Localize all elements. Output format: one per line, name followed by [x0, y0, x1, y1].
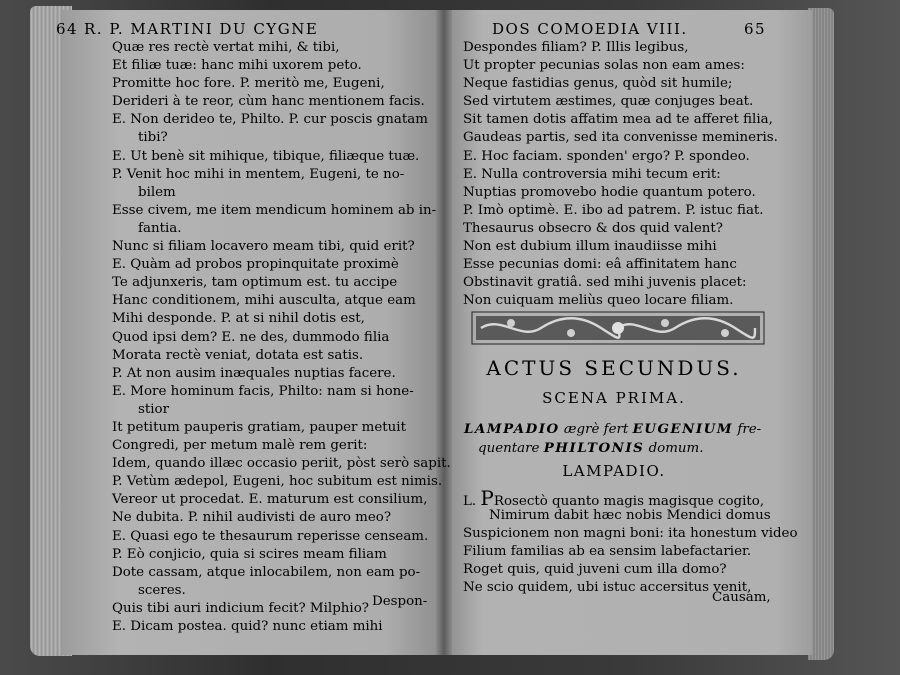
text-line: E. Non derideo te, Philto. P. cur poscis gnatam — [112, 112, 428, 128]
speaker-heading: LAMPADIO. — [562, 462, 666, 480]
text-line: Promitte hoc fore. P. meritò me, Eugeni, — [112, 76, 385, 92]
right-catchword: Causam, — [712, 590, 771, 605]
argument-name: EUGENIUM — [632, 421, 734, 437]
text-line: Quæ res rectè vertat mihi, & tibi, — [112, 40, 340, 55]
first-line-text: Rosectò quanto magis magisque cogito, — [493, 494, 765, 509]
text-line: E. Nulla controversia mihi tecum erit: — [463, 166, 721, 182]
text-line: Thesaurus obsecro & dos quid valent? — [463, 220, 723, 236]
text-line: E. Quàm ad probos propinquitate proximè — [112, 257, 399, 273]
argument-text: ægrè fert — [559, 422, 633, 437]
text-line: Quod ipsi dem? E. ne des, dummodo filia — [112, 329, 390, 345]
argument-text: quentare — [478, 441, 544, 456]
argument-text: domum. — [644, 441, 704, 456]
text-line: Gaudeas partis, sed ita convenisse memineris. — [463, 130, 778, 146]
text-line: Non est dubium illum inaudiisse mihi — [463, 239, 717, 255]
argument-name: PHILTONIS — [543, 440, 645, 456]
text-line: tibi? — [138, 130, 168, 146]
right-page-text — [463, 39, 778, 310]
argument-text: fre- — [733, 422, 762, 437]
scene-title: SCENA PRIMA. — [542, 389, 686, 407]
text-line: Mihi desponde. P. at si nihil dotis est, — [112, 311, 365, 327]
text-line: Quis tibi auri indicium fecit? Milphio? — [112, 600, 369, 616]
text-line: P. Eò conjicio, quia si scires meam filiam — [112, 546, 387, 562]
text-line: E. More hominum facis, Philto: nam si hone- — [112, 383, 414, 399]
text-line: E. Quasi ego te thesaurum reperisse censeam. — [112, 528, 429, 544]
right-running-head: DOS COMOEDIA VIII. — [492, 20, 688, 38]
text-line: P. At non ausim inæquales nuptias facere. — [112, 365, 396, 381]
text-line: Ut propter pecunias solas non eam ames: — [463, 58, 745, 74]
scene-argument — [464, 420, 774, 458]
text-line: Non cuiquam meliùs queo locare filiam. — [463, 293, 734, 309]
text-line: P. Imò optimè. E. ibo ad patrem. P. istuc fiat. — [463, 202, 764, 218]
text-line: P. Vetùm ædepol, Eugeni, hoc subitum est nimis. — [112, 474, 443, 490]
act-title: ACTUS SECUNDUS. — [486, 356, 742, 380]
text-line: Morata rectè veniat, dotata est satis. — [112, 347, 364, 363]
text-line: Suspicionem non magni boni: ita honestum video — [463, 526, 798, 542]
text-line: Derideri à te reor, cùm hanc mentionem facis. — [112, 94, 425, 110]
left-page-number: 64 — [56, 20, 79, 38]
text-line: Esse civem, me item mendicum hominem ab in- — [112, 202, 437, 218]
text-line: Et filiæ tuæ: hanc mihi uxorem peto. — [112, 58, 362, 74]
text-line: fantia. — [138, 220, 182, 236]
right-page-number: 65 — [744, 20, 767, 38]
text-line: Idem, quando illæc occasio periit, pòst serò sapit. — [112, 456, 451, 472]
text-line: Nunc si filiam locavero meam tibi, quid erit? — [112, 239, 415, 255]
text-line: Te adjunxeris, tam optimum est. tu accipe — [112, 275, 398, 291]
text-line: Vereor ut procedat. E. maturum est consilium, — [112, 492, 428, 508]
text-line: Obstinavit gratiâ. sed mihi juvenis placet: — [463, 275, 747, 291]
text-line: Nuptias promovebo hodie quantum potero. — [463, 184, 756, 200]
text-line: Congredi, per metum malè rem gerit: — [112, 438, 368, 454]
text-line: Nimirum dabit hæc nobis Mendici domus — [489, 508, 771, 524]
text-line: Sit tamen dotis affatim mea ad te afferet filia, — [463, 112, 773, 128]
text-line: Despondes filiam? P. Illis legibus, — [463, 40, 689, 55]
left-running-head: R. P. MARTINI DU CYGNE — [84, 20, 319, 38]
argument-name: LAMPADIO — [464, 421, 560, 437]
text-line: Neque fastidias genus, quòd sit humile; — [463, 76, 733, 92]
speaker-prefix: L. — [463, 494, 477, 509]
left-page-text — [112, 39, 451, 636]
floral-ornament-icon — [471, 311, 765, 345]
text-line: bilem — [138, 184, 176, 200]
text-line: Ne scio quidem, ubi istuc accersitus venit, — [463, 580, 752, 596]
text-line: Sed virtutem æstimes, quæ conjuges beat. — [463, 94, 754, 110]
left-catchword: Despon- — [372, 594, 428, 609]
text-line: Dote cassam, atque inlocabilem, non eam po- — [112, 564, 421, 580]
text-line: Hanc conditionem, mihi ausculta, atque eam — [112, 293, 416, 309]
speech-text — [463, 486, 798, 598]
text-line: stior — [138, 401, 169, 417]
text-line: Esse pecunias domi: eâ affinitatem hanc — [463, 257, 737, 273]
text-line: E. Ut benè sit mihique, tibique, filiæque tuæ. — [112, 148, 420, 164]
drop-cap: P — [480, 486, 494, 510]
text-line — [463, 486, 798, 510]
text-line: P. Venit hoc mihi in mentem, Eugeni, te no- — [112, 166, 405, 182]
text-line: Ne dubita. P. nihil audivisti de auro meo? — [112, 510, 392, 526]
text-line: E. Dicam postea. quid? nunc etiam mihi — [112, 619, 383, 634]
text-line: E. Hoc faciam. sponden' ergo? P. spondeo. — [463, 148, 750, 164]
text-line: Filium familias ab ea sensim labefactarier. — [463, 544, 752, 560]
text-line: It petitum pauperis gratiam, pauper metuit — [112, 419, 406, 435]
text-line: sceres. — [138, 582, 186, 598]
text-line: Roget quis, quid juveni cum illa domo? — [463, 562, 727, 578]
